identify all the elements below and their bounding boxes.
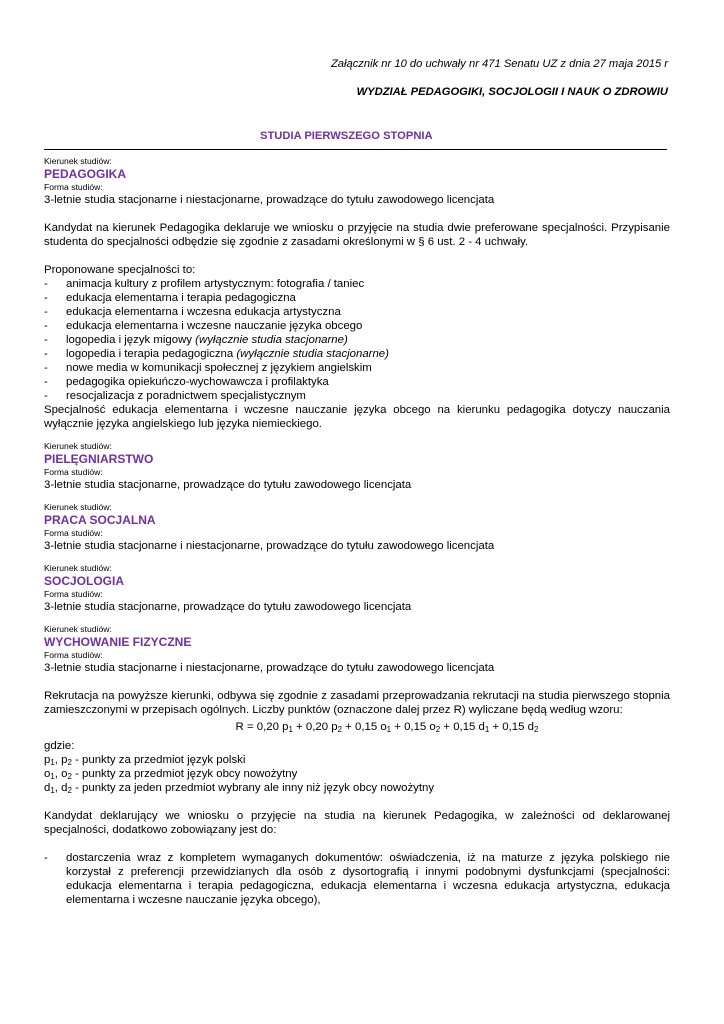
specialties-list — [44, 277, 670, 403]
program-block — [44, 441, 670, 492]
section-title: STUDIA PIERWSZEGO STOPNIA — [260, 130, 433, 142]
requirements-list — [44, 851, 670, 907]
mode-label: Forma studiów: — [44, 467, 103, 477]
mode-label: Forma studiów: — [44, 182, 103, 192]
program-block — [44, 502, 670, 553]
where-label: gdzie: — [44, 740, 75, 752]
program-mode: 3-letnie studia stacjonarne, prowadzące do tytułu zawodowego licencjata — [44, 479, 412, 491]
program-label: Kierunek studiów: — [44, 441, 112, 451]
program-label: Kierunek studiów: — [44, 624, 112, 634]
list-item: - edukacja elementarna i wczesne nauczanie języka obcego — [44, 319, 670, 333]
pedagogika-intro: Kandydat na kierunek Pedagogika deklaruje we wniosku o przyjęcie na studia dwie preferowane specjalności. Przypisanie studenta do specjalności odbędzie się zgodnie z zasadami określonymi w § 6 ust. 2 - 4 uchwały. — [44, 222, 670, 248]
program-block — [44, 156, 670, 207]
program-name: PRACA SOCJALNA — [44, 513, 156, 527]
annex-reference: Załącznik nr 10 do uchwały nr 471 Senatu UZ z dnia 27 maja 2015 r — [330, 58, 668, 70]
definition-line: $p_1$, $p_2$ - punkty za przedmiot język polski — [44, 754, 246, 767]
list-item: - logopedia i język migowy (wyłącznie studia stacjonarne) — [44, 333, 670, 347]
definition-line: $o_1$, $o_2$ - punkty za przedmiot język obcy nowożytny — [44, 768, 298, 781]
specialty-note: (wyłącznie studia stacjonarne) — [236, 348, 389, 360]
list-item: - dostarczenia wraz z kompletem wymaganych dokumentów: oświadczenia, iż na maturze z języka polskiego nie korzystał z preferencji przewidzianych dla osób z dysortografią i innymi podobnymi dysfunkcjami (specjalności: edukacja elementarna i terapia pedagogiczna, edukacja elementarna i wczesna edukacja artystyczna, edukacja elementarna i wczesne nauczanie języka obcego), — [44, 851, 670, 907]
specialties-heading: Proponowane specjalności to: — [44, 264, 196, 276]
specialty-note: (wyłącznie studia stacjonarne) — [195, 334, 348, 346]
program-label: Kierunek studiów: — [44, 156, 112, 166]
points-formula: R = 0,20 $p_1 + 0,20$ $p_2 + 0,15$ $o_1 + 0,15$ $o_2 + 0,15$ $d_1 + 0,15$ $d_2$ — [235, 721, 539, 734]
program-name: PIELĘGNIARSTWO — [44, 452, 154, 466]
program-block — [44, 563, 670, 614]
list-item: - logopedia i terapia pedagogiczna (wyłącznie studia stacjonarne) — [44, 347, 670, 361]
specialty-note-paragraph: Specjalność edukacja elementarna i wczesne nauczanie języka obcego na kierunku pedagogika dotyczy nauczania wyłącznie języka angielskiego lub języka niemieckiego. — [44, 404, 670, 430]
list-item: - edukacja elementarna i terapia pedagogiczna — [44, 291, 670, 305]
program-name: WYCHOWANIE FIZYCZNE — [44, 635, 192, 649]
list-item: - pedagogika opiekuńczo-wychowawcza i profilaktyka — [44, 375, 670, 389]
program-block — [44, 624, 670, 675]
faculty-name: WYDZIAŁ PEDAGOGIKI, SOCJOLOGII I NAUK O ZDROWIU — [356, 86, 668, 98]
program-mode: 3-letnie studia stacjonarne i niestacjonarne, prowadzące do tytułu zawodowego licencjata — [44, 662, 495, 674]
mode-label: Forma studiów: — [44, 650, 103, 660]
program-label: Kierunek studiów: — [44, 563, 112, 573]
definition-line: $d_1$, $d_2$ - punkty za jeden przedmiot wybrany ale inny niż język obcy nowożytny — [44, 782, 435, 795]
document-body — [44, 156, 670, 907]
closing-paragraph: Kandydat deklarujący we wniosku o przyjęcie na studia na kierunek Pedagogika, w zależności od deklarowanej specjalności, dodatkowo zobowiązany jest do: — [44, 810, 670, 836]
mode-label: Forma studiów: — [44, 528, 103, 538]
section-divider — [44, 149, 667, 150]
program-name: SOCJOLOGIA — [44, 574, 125, 588]
recruitment-paragraph: Rekrutacja na powyższe kierunki, odbywa się zgodnie z zasadami przeprowadzania rekrutacji na studia pierwszego stopnia zamieszczonymi w przepisach ogólnych. Liczby punktów (oznaczone dalej przez R) wyliczane będą według wzoru: — [44, 690, 670, 716]
program-label: Kierunek studiów: — [44, 502, 112, 512]
list-item: - resocjalizacja z poradnictwem specjalistycznym — [44, 389, 670, 403]
list-item: - nowe media w komunikacji społecznej z językiem angielskim — [44, 361, 670, 375]
program-mode: 3-letnie studia stacjonarne i niestacjonarne, prowadzące do tytułu zawodowego licencjata — [44, 194, 495, 206]
program-mode: 3-letnie studia stacjonarne i niestacjonarne, prowadzące do tytułu zawodowego licencjata — [44, 540, 495, 552]
list-item: - edukacja elementarna i wczesna edukacja artystyczna — [44, 305, 670, 319]
program-mode: 3-letnie studia stacjonarne, prowadzące do tytułu zawodowego licencjata — [44, 601, 412, 613]
mode-label: Forma studiów: — [44, 589, 103, 599]
list-item: - animacja kultury z profilem artystycznym: fotografia / taniec — [44, 277, 670, 291]
program-name: PEDAGOGIKA — [44, 167, 127, 181]
